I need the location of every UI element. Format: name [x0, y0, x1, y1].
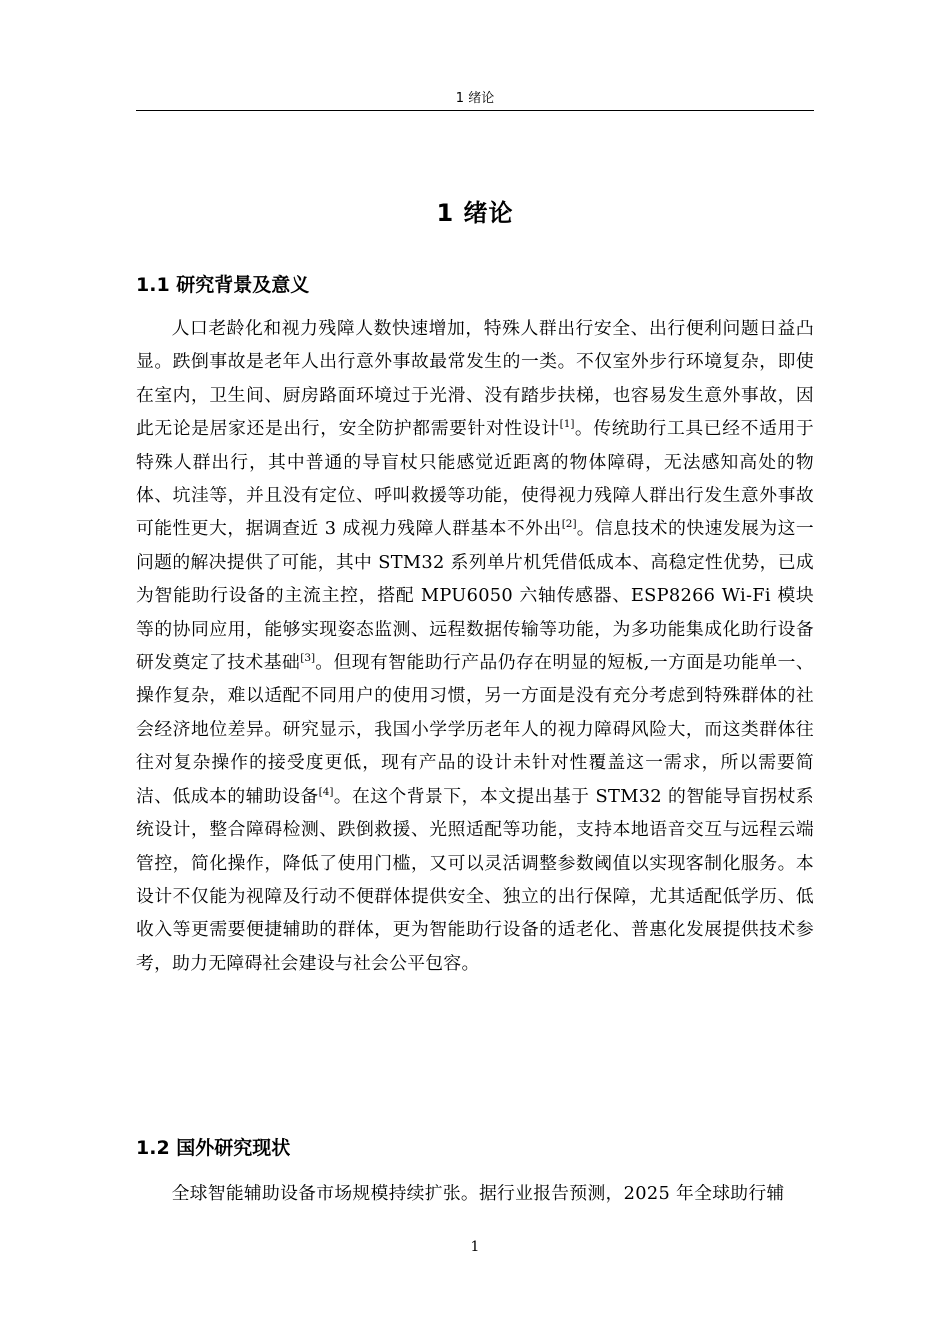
paragraph-text: 。传统助行工具已经不适用于特殊人群出行，其中普通的导盲杖只能感觉近距离的物体障碍，无法感知高处的物体、坑洼等，并且没有定位、呼叫救援等功能，使得视力残障人群出行发生意外事故可能性更大，据调查近 3 成视力残障人群基本不外出	[136, 418, 814, 540]
paragraph-text: 人口老龄化和视力残障人数快速增加，特殊人群出行安全、出行便利问题日益凸显。跌倒事故是老年人出行意外事故最常发生的一类。不仅室外步行环境复杂，即使在室内，卫生间、厨房路面环境过于光滑、没有踏步扶梯，也容易发生意外事故，因此无论是居家还是出行，安全防护都需要针对性设计	[136, 318, 814, 440]
paragraph-research-background	[136, 312, 814, 980]
citation-2: [2]	[561, 518, 577, 531]
citation-1: [1]	[559, 418, 575, 431]
header-rule	[136, 110, 814, 111]
paragraph-text: 。在这个背景下，本文提出基于 STM32 的智能导盲拐杖系统设计，整合障碍检测、跌倒救援、光照适配等功能，支持本地语音交互与远程云端管控，简化操作，降低了使用门槛，又可以灵活调整参数阈值以实现客制化服务。本设计不仅能为视障及行动不便群体提供安全、独立的出行保障，尤其适配低学历、低收入等更需要便捷辅助的群体，更为智能助行设备的适老化、普惠化发展提供技术参考，助力无障碍社会建设与社会公平包容。	[136, 785, 814, 974]
paragraph-foreign-research: 全球智能辅助设备市场规模持续扩张。据行业报告预测，2025 年全球助行辅	[171, 1183, 785, 1204]
paragraph-text: 。但现有智能助行产品仍存在明显的短板,一方面是功能单一、操作复杂，难以适配不同用户的使用习惯，另一方面是没有充分考虑到特殊群体的社会经济地位差异。研究显示，我国小学学历老年人的视力障碍风险大，而这类群体往往对复杂操作的接受度更低，现有产品的设计未针对性覆盖这一需求，所以需要简洁、低成本的辅助设备	[136, 652, 814, 807]
citation-3: [3]	[300, 652, 316, 665]
page-number: 1	[470, 1239, 480, 1255]
chapter-title: 1 绪论	[436, 199, 514, 227]
running-header: 1 绪论	[455, 91, 495, 106]
section-heading-1-1: 1.1 研究背景及意义	[136, 274, 310, 296]
paragraph-text: 。信息技术的快速发展为这一问题的解决提供了可能，其中 STM32 系列单片机凭借低成本、高稳定性优势，已成为智能助行设备的主流主控，搭配 MPU6050 六轴传感器、ESP8266 Wi-Fi 模块等的协同应用，能够实现姿态监测、远程数据传输等功能，为多功能集成化助行设备研发奠定了技术基础	[136, 518, 814, 674]
citation-4: [4]	[318, 785, 334, 798]
section-heading-1-2: 1.2 国外研究现状	[136, 1137, 291, 1159]
